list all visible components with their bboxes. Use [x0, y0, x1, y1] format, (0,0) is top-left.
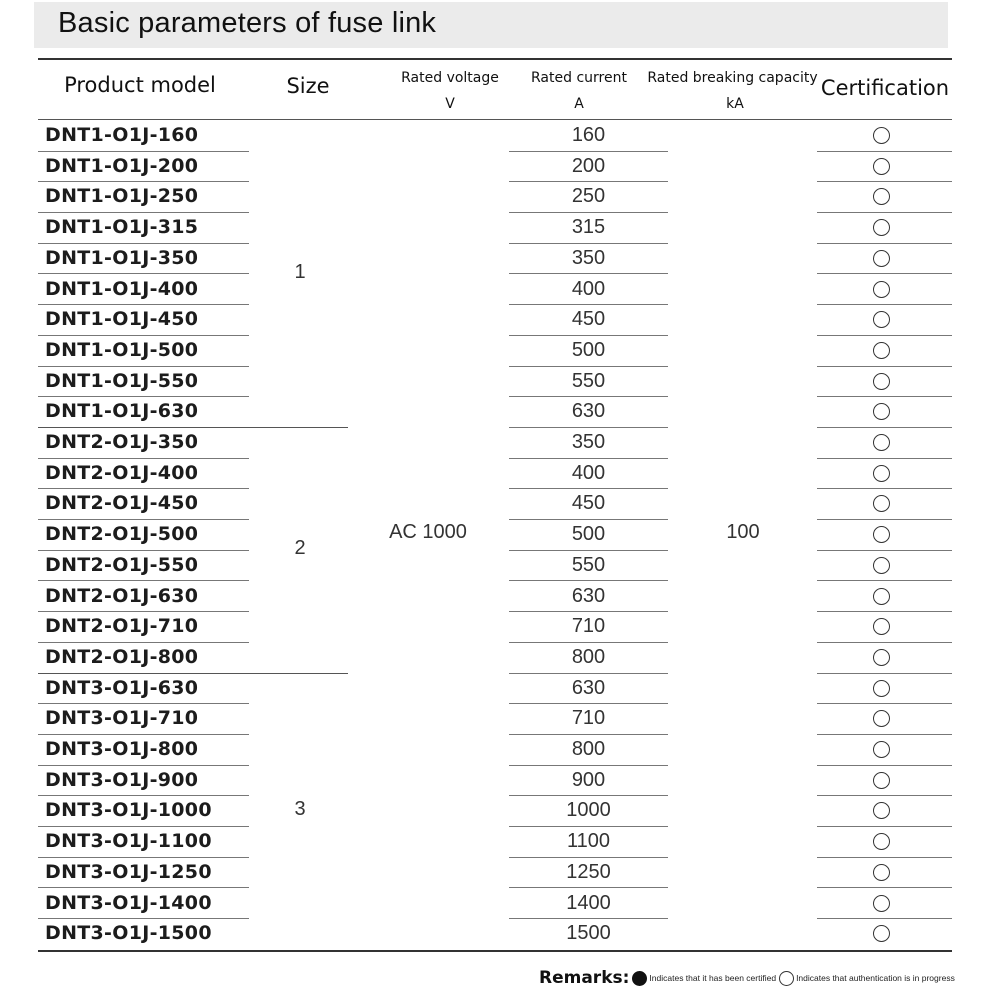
remarks-certified-note: Indicates that it has been certified [649, 973, 777, 983]
size-group-label: 1 [294, 260, 306, 283]
product-model-cell: DNT1-O1J-450 [45, 308, 199, 331]
rated-current-cell: 160 [571, 124, 606, 146]
open-circle-icon [873, 618, 890, 635]
open-circle-icon [873, 649, 890, 666]
table-row [0, 213, 1000, 244]
product-model-cell: DNT2-O1J-400 [45, 461, 199, 484]
rated-current-cell: 350 [571, 431, 606, 453]
rated-current-cell: 200 [571, 154, 606, 177]
table-row [0, 766, 1000, 797]
rated-current-cell: 630 [571, 584, 606, 607]
product-model-cell: DNT3-O1J-1400 [45, 891, 212, 914]
rated-current-cell: 315 [571, 216, 606, 239]
remarks [539, 966, 955, 990]
page-title: Basic parameters of fuse link [58, 7, 437, 39]
product-model-cell: DNT1-O1J-160 [45, 124, 199, 146]
rated-current-cell: 500 [571, 338, 606, 361]
rated-current-cell: 710 [571, 707, 606, 730]
rated-current-cell: 800 [571, 645, 606, 668]
product-model-cell: DNT1-O1J-350 [45, 246, 199, 269]
product-model-cell: DNT1-O1J-400 [45, 277, 199, 300]
open-circle-icon [779, 971, 794, 986]
header-breaking-capacity-unit: kA [726, 96, 744, 112]
product-model-cell: DNT2-O1J-350 [45, 431, 199, 453]
table-row [0, 244, 1000, 275]
rated-current-cell: 630 [571, 676, 606, 699]
table-row [0, 612, 1000, 643]
product-model-cell: DNT3-O1J-710 [45, 707, 199, 730]
open-circle-icon [873, 741, 890, 758]
open-circle-icon [873, 311, 890, 328]
header-rated-current: Rated current [531, 70, 627, 86]
open-circle-icon [873, 588, 890, 605]
open-circle-icon [873, 465, 890, 482]
rated-voltage-value: AC 1000 [389, 521, 467, 544]
open-circle-icon [873, 188, 890, 205]
table-row [0, 704, 1000, 735]
product-model-cell: DNT3-O1J-1500 [45, 922, 212, 945]
header-certification: Certification [820, 76, 950, 100]
product-model-cell: DNT3-O1J-900 [45, 768, 199, 791]
rated-current-cell: 1400 [566, 891, 611, 914]
open-circle-icon [873, 680, 890, 697]
table-row [0, 367, 1000, 398]
open-circle-icon [873, 250, 890, 267]
rated-current-cell: 400 [571, 277, 606, 300]
open-circle-icon [873, 219, 890, 236]
open-circle-icon [873, 127, 890, 144]
table-row [0, 674, 1000, 705]
table-row [0, 919, 1000, 950]
product-model-cell: DNT3-O1J-1000 [45, 799, 212, 822]
product-model-cell: DNT2-O1J-450 [45, 492, 199, 515]
product-model-cell: DNT1-O1J-200 [45, 154, 199, 177]
open-circle-icon [873, 864, 890, 881]
rated-current-cell: 550 [571, 553, 606, 576]
header-rated-voltage-unit: V [445, 96, 455, 112]
table-row [0, 582, 1000, 613]
product-model-cell: DNT1-O1J-500 [45, 338, 199, 361]
header-product-model: Product model [64, 73, 216, 97]
table-row [0, 551, 1000, 582]
table-row [0, 275, 1000, 306]
filled-circle-icon [632, 971, 647, 986]
rated-current-cell: 1000 [566, 799, 611, 822]
rated-current-cell: 250 [571, 185, 606, 208]
size-group-label: 2 [294, 536, 306, 559]
product-model-cell: DNT3-O1J-1250 [45, 860, 212, 883]
product-model-cell: DNT2-O1J-710 [45, 615, 199, 638]
open-circle-icon [873, 373, 890, 390]
open-circle-icon [873, 434, 890, 451]
product-model-cell: DNT1-O1J-315 [45, 216, 199, 239]
open-circle-icon [873, 158, 890, 175]
header-size: Size [286, 74, 330, 98]
rated-current-cell: 800 [571, 738, 606, 760]
table-row [0, 121, 1000, 152]
product-model-cell: DNT1-O1J-250 [45, 185, 199, 208]
rated-current-cell: 550 [571, 369, 606, 392]
rated-current-cell: 1500 [566, 922, 611, 945]
rated-current-cell: 350 [571, 246, 606, 269]
product-model-cell: DNT2-O1J-630 [45, 584, 199, 607]
table-row [0, 889, 1000, 920]
rated-current-cell: 1250 [566, 860, 611, 883]
rated-current-cell: 450 [571, 492, 606, 515]
size-group-divider [38, 427, 348, 428]
open-circle-icon [873, 710, 890, 727]
open-circle-icon [873, 342, 890, 359]
product-model-cell: DNT2-O1J-500 [45, 523, 199, 546]
open-circle-icon [873, 802, 890, 819]
size-group-label: 3 [294, 797, 306, 820]
open-circle-icon [873, 833, 890, 850]
rated-current-cell: 450 [571, 308, 606, 331]
table-bottom-rule [38, 950, 952, 952]
open-circle-icon [873, 526, 890, 543]
header-rated-current-unit: A [574, 96, 584, 112]
open-circle-icon [873, 495, 890, 512]
table-row [0, 397, 1000, 428]
product-model-cell: DNT2-O1J-550 [45, 553, 199, 576]
product-model-cell: DNT3-O1J-1100 [45, 830, 212, 853]
header-breaking-capacity: Rated breaking capacity [647, 70, 818, 86]
remarks-in-progress-note: Indicates that authentication is in progress [796, 973, 955, 983]
rated-current-cell: 710 [571, 615, 606, 638]
rated-current-cell: 1100 [566, 830, 610, 853]
remarks-label: Remarks: [539, 968, 630, 988]
table-row [0, 735, 1000, 766]
product-model-cell: DNT2-O1J-800 [45, 645, 199, 668]
rated-current-cell: 900 [571, 768, 606, 791]
breaking-capacity-value: 100 [726, 521, 760, 544]
rated-current-cell: 400 [571, 461, 606, 484]
product-model-cell: DNT3-O1J-630 [45, 676, 199, 699]
open-circle-icon [873, 403, 890, 420]
table-row [0, 489, 1000, 520]
product-model-cell: DNT3-O1J-800 [45, 738, 199, 760]
table-row [0, 336, 1000, 367]
open-circle-icon [873, 281, 890, 298]
table-row [0, 827, 1000, 858]
table-row [0, 182, 1000, 213]
open-circle-icon [873, 557, 890, 574]
product-model-cell: DNT1-O1J-630 [45, 400, 199, 423]
table-row [0, 152, 1000, 183]
open-circle-icon [873, 772, 890, 789]
table-row [0, 520, 1000, 551]
product-model-cell: DNT1-O1J-550 [45, 369, 199, 392]
rated-current-cell: 630 [571, 400, 606, 423]
table-row [0, 858, 1000, 889]
table-row [0, 305, 1000, 336]
header-rated-voltage: Rated voltage [401, 70, 499, 86]
table-row [0, 459, 1000, 490]
table-row [0, 796, 1000, 827]
rated-current-cell: 500 [571, 523, 606, 546]
table-row [0, 643, 1000, 674]
open-circle-icon [873, 895, 890, 912]
size-group-divider [38, 673, 348, 674]
open-circle-icon [873, 925, 890, 942]
table-row [0, 428, 1000, 459]
